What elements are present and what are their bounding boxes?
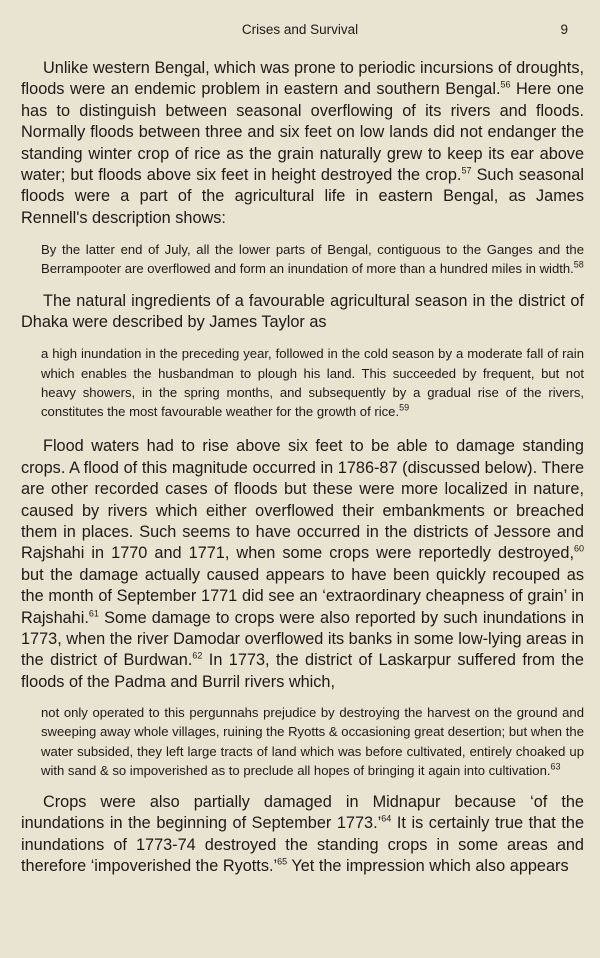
footnote-ref: 65	[277, 856, 288, 867]
paragraph-4	[21, 792, 584, 878]
quote-text: not only operated to this pergunnahs prejudice by destroying the harvest on the ground and sweeping away whole villages, ruining the Ryotts & occasioning great desertion; but when the water subsided, they left large tracts of land which was before cultivated, entirely choaked up with sand & so impoverished as to preclude all hopes of bringing it again into cultivation.	[41, 705, 584, 778]
page-number: 9	[560, 22, 568, 37]
quote-text: By the latter end of July, all the lower parts of Bengal, contiguous to the Ganges and the Berrampooter are overflowed and form an inundation of more than a hundred miles in width.	[41, 242, 584, 277]
page-body	[21, 58, 584, 878]
block-quote-3	[21, 703, 584, 780]
footnote-ref: 61	[88, 608, 99, 619]
block-quote-2	[21, 344, 584, 421]
footnote-ref: 58	[573, 260, 584, 271]
footnote-ref: 59	[399, 402, 410, 413]
paragraph-text: It is certainly true that the inundations of 1773-74 destroyed the standing crops in some areas and therefore ‘impoverished the Ryotts.’	[21, 814, 584, 876]
paragraph-text: Here one has to distinguish between seasonal overflowing of its rivers and floods. Normally floods between three and six feet on low lands did not endanger the standing winter crop of rice as the grain naturally grew to keep its ear above water; but floods above six feet in height destroyed the crop.	[21, 80, 584, 185]
paragraph-text: but the damage actually caused appears to have been quickly recouped as the month of September 1771 did see an ‘extraordinary cheapness of grain’ in Rajshahi.	[21, 565, 584, 627]
paragraph-text: Unlike western Bengal, which was prone to periodic incursions of droughts, floods were an endemic problem in eastern and southern Bengal.	[21, 59, 584, 99]
quote-text: a high inundation in the preceding year, followed in the cold season by a moderate fall of rain which enables the husbandman to plough his land. This succeeded by frequent, but not heavy showers, in the spring months, and subsequently by a gradual rise of the rivers, constitutes the most favourable weather for the growth of rice.	[41, 346, 584, 420]
footnote-ref: 62	[192, 650, 203, 661]
paragraph-3	[21, 436, 584, 693]
paragraph-text: Crops were also partially damaged in Midnapur because ‘of the inundations in the beginning of September 1773.’	[21, 792, 584, 833]
footnote-ref: 60	[573, 543, 584, 554]
footnote-ref: 64	[381, 813, 392, 824]
block-quote-1	[21, 240, 584, 278]
paragraph-text: Some damage to crops were also reported by such inundations in 1773, when the river Damodar overflowed its banks in some low-lying areas in the district of Burdwan.	[21, 608, 584, 670]
paragraph-text: In 1773, the district of Laskarpur suffered from the floods of the Padma and Burril rivers which,	[21, 651, 584, 691]
paragraph-text: Yet the impression which also appears	[287, 857, 569, 876]
footnote-ref: 56	[500, 79, 511, 90]
footnote-ref: 57	[461, 165, 472, 176]
paragraph-text: Flood waters had to rise above six feet to be able to damage standing crops. A flood of this magnitude occurred in 1786-87 (discussed below). There are other recorded cases of floods but these were more localized in nature, caused by rivers which either overflowed their embankments or breached them in places. Such seems to have occurred in the districts of Jessore and Rajshahi in 1770 and 1771, when some crops were reportedly destroyed,	[21, 437, 584, 563]
paragraph-1	[21, 58, 584, 229]
running-title: Crises and Survival	[241, 22, 359, 37]
paragraph-text: The natural ingredients of a favourable agricultural season in the district of Dhaka were described by James Taylor as	[21, 291, 584, 332]
paragraph-text: Such seasonal floods were a part of the agricultural life in eastern Bengal, as James Rennell's description shows:	[21, 166, 584, 227]
footnote-ref: 63	[550, 761, 561, 772]
running-header	[0, 22, 600, 44]
paragraph-2	[21, 291, 584, 334]
